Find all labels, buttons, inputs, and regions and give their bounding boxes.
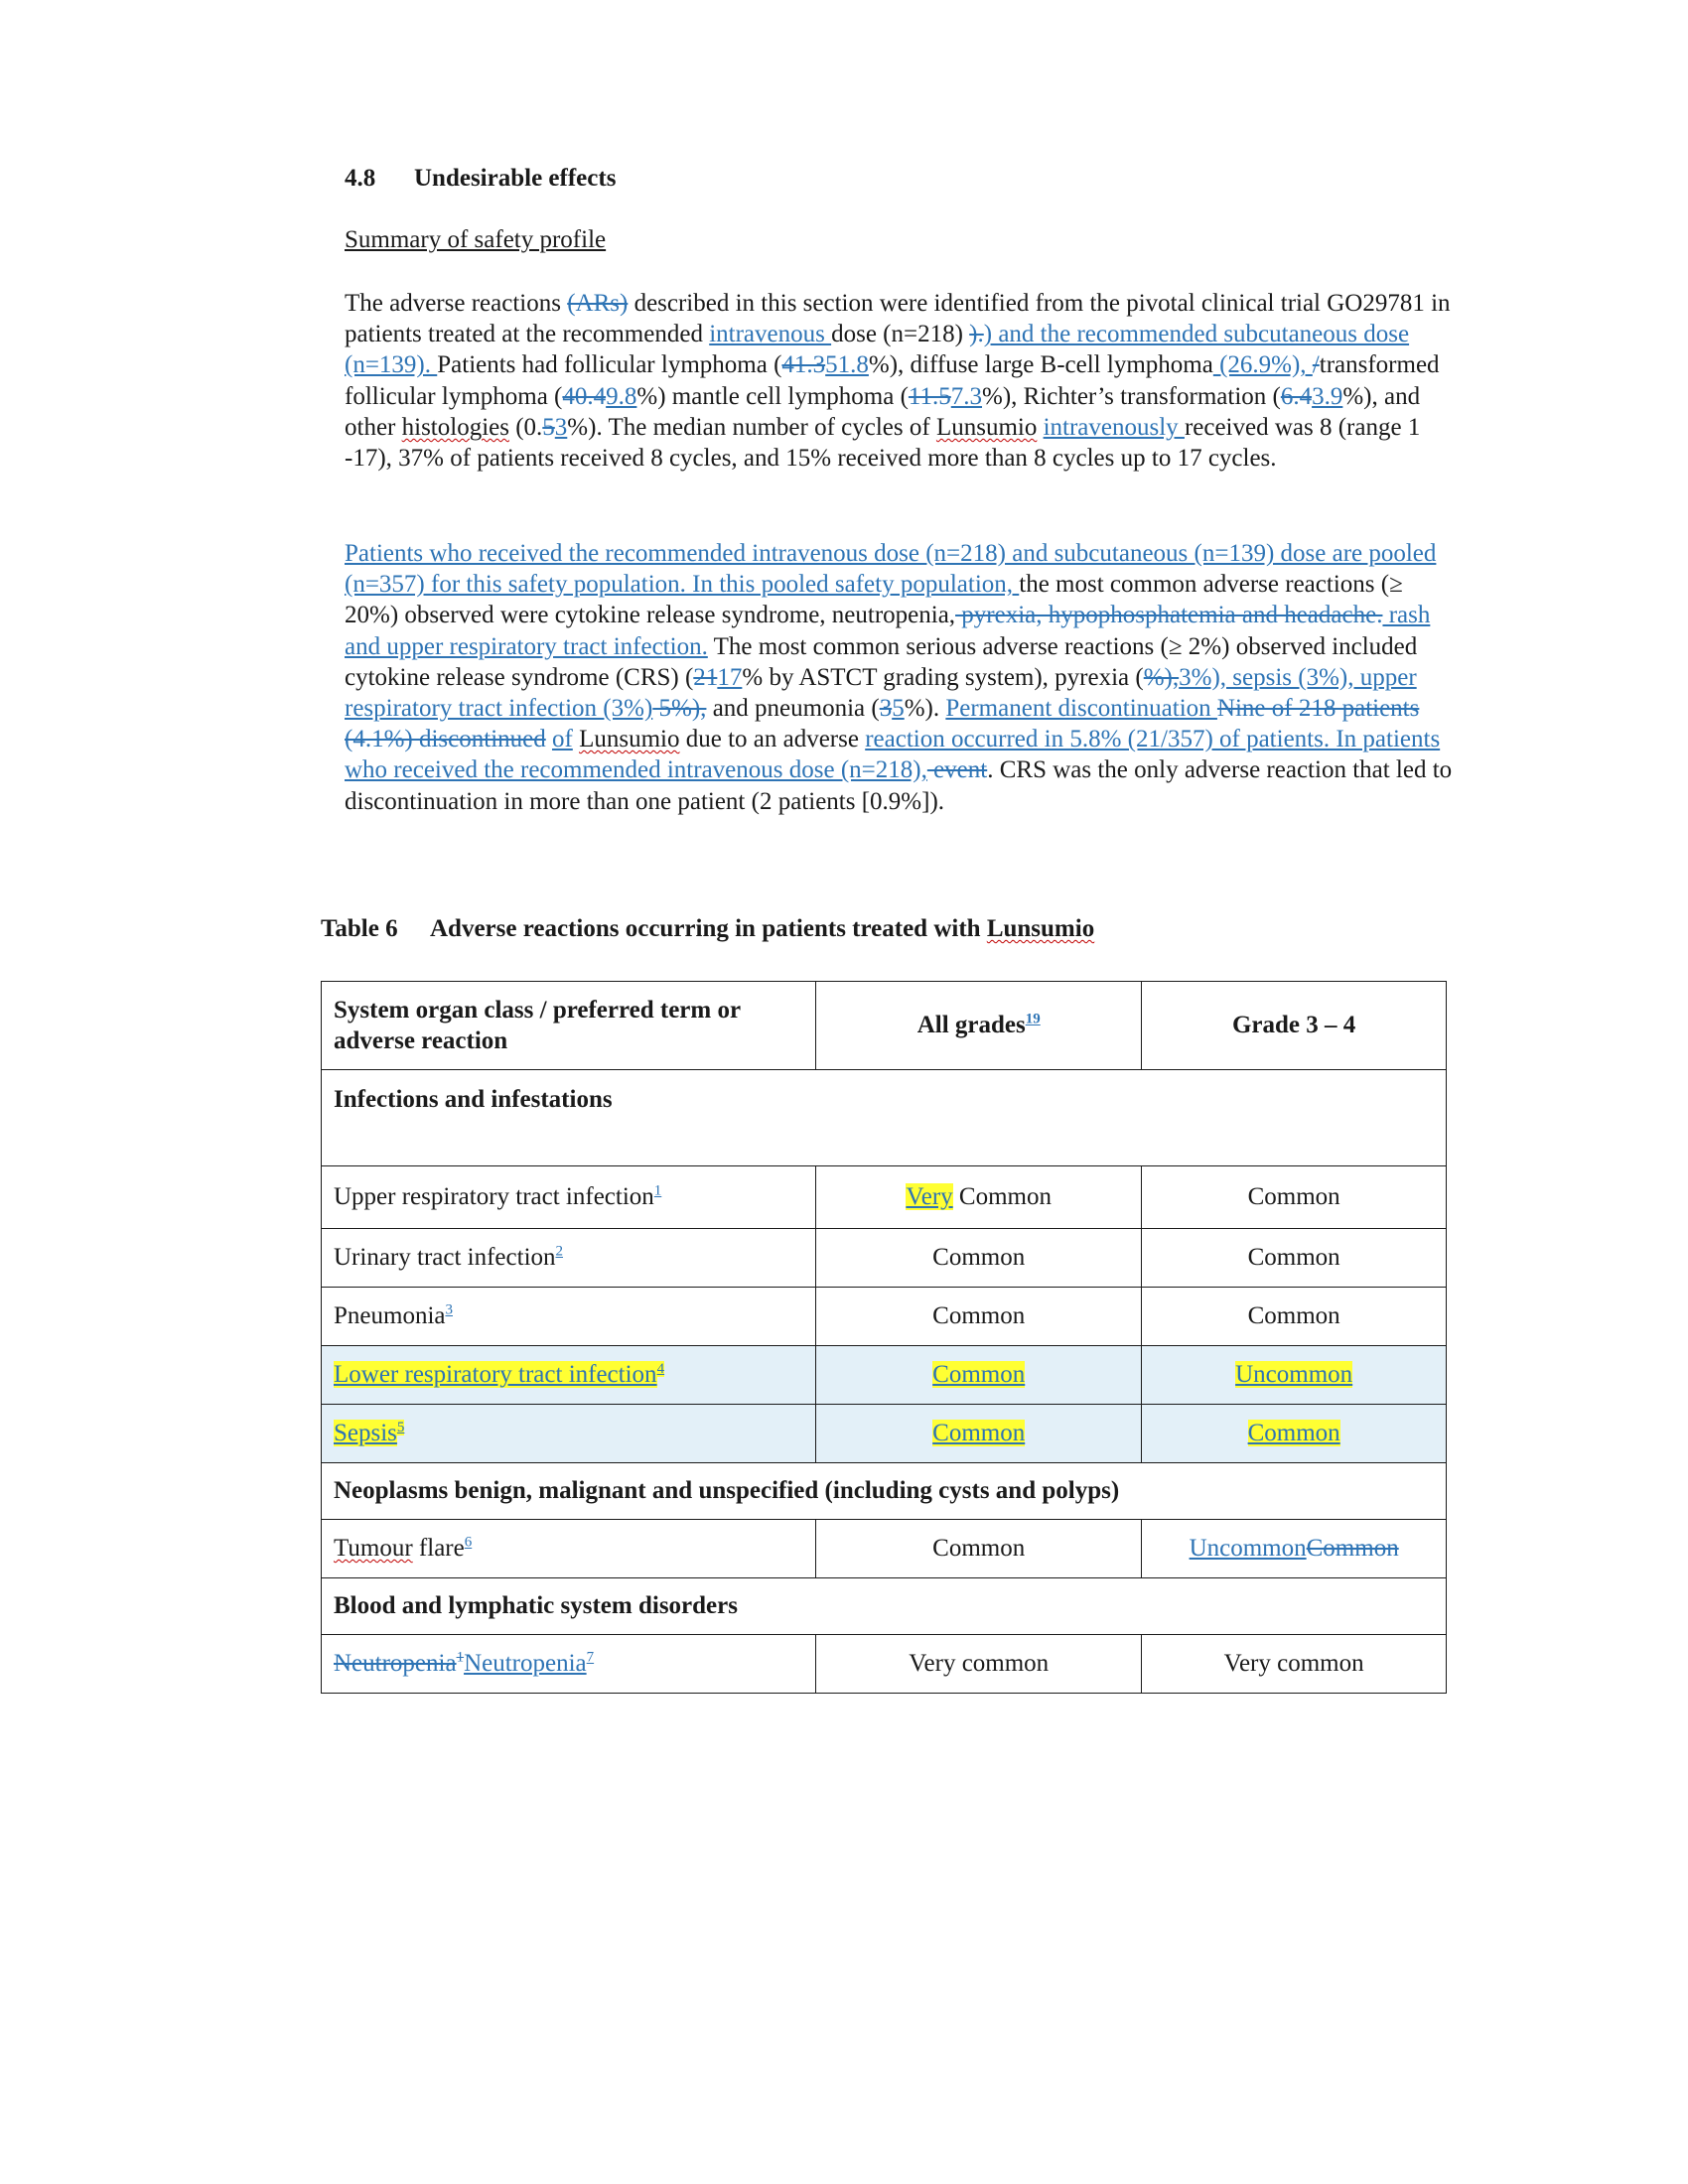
- inserted-text: rash and upper respiratory tract infection.: [345, 602, 1431, 660]
- spellcheck-word: Lunsumio: [579, 726, 680, 753]
- term-cell: [322, 1635, 816, 1694]
- deleted-text: 3: [879, 695, 893, 723]
- soc-row-infections: [322, 1070, 1447, 1166]
- soc-label: Blood and lymphatic system disorders: [322, 1578, 1447, 1635]
- grade34-cell: Common: [1142, 1166, 1447, 1229]
- term-cell: [322, 1520, 816, 1578]
- text-run: due to an adverse: [679, 726, 866, 753]
- inserted-text: Uncommon: [1235, 1361, 1353, 1388]
- table-header-row: [322, 982, 1447, 1070]
- text-run: %), and other: [345, 382, 1421, 441]
- table-row: [322, 1520, 1447, 1578]
- text-run: received was 8 (range 1 -17), 37% of patients received 8 cycles, and 15% received more than 8 cycles up to 17 cycles.: [345, 413, 1421, 473]
- frequency-text: Common: [952, 1183, 1052, 1210]
- deleted-text: 11.5: [908, 382, 951, 410]
- term-text: Tumour: [334, 1535, 413, 1562]
- table-caption-text: Adverse reactions occurring in patients treated with: [430, 915, 987, 942]
- grade34-cell: [1142, 1520, 1447, 1578]
- inserted-text: of: [551, 726, 573, 753]
- inserted-text: Common: [932, 1361, 1026, 1388]
- footnote-ref[interactable]: 5: [396, 1419, 405, 1435]
- term-cell: [322, 1288, 816, 1346]
- text-run: %).: [904, 695, 946, 723]
- deleted-text: 21: [693, 663, 718, 691]
- subheading: Summary of safety profile: [345, 226, 607, 253]
- term-text: Upper respiratory tract infection: [334, 1183, 654, 1210]
- inserted-text: 17: [717, 663, 743, 691]
- spellcheck-word: histologies: [401, 413, 509, 441]
- grade34-cell: [1142, 1405, 1447, 1463]
- inserted-text: Uncommon: [1189, 1535, 1307, 1562]
- text-run: %). The median number of cycles of: [567, 413, 936, 441]
- table-row: [322, 1288, 1447, 1346]
- header-all-grades-label: All grades: [916, 1012, 1026, 1038]
- footnote-ref[interactable]: 7: [586, 1649, 595, 1666]
- term-cell: [322, 1405, 816, 1463]
- grade34-cell: Common: [1142, 1288, 1447, 1346]
- all-grades-cell: Common: [816, 1229, 1142, 1288]
- inserted-text: 51.8: [825, 351, 869, 379]
- text-run: The most common serious adverse reactions (≥ 2%) observed included cytokine release syndrome (CRS) (: [345, 632, 1418, 691]
- inserted-text: intravenously: [1043, 413, 1185, 441]
- term-cell: [322, 1166, 816, 1229]
- table-row: [322, 1229, 1447, 1288]
- all-grades-cell: Common: [816, 1520, 1142, 1578]
- term-cell: [322, 1229, 816, 1288]
- inserted-text: Patients who received the recommended intravenous dose (n=218) and subcutaneous (n=139) dose are pooled (n=357) for this safety population. In this pooled safety population,: [345, 540, 1437, 599]
- grade34-cell: Common: [1142, 1229, 1447, 1288]
- all-grades-cell: [816, 1346, 1142, 1405]
- footnote-ref[interactable]: 1: [653, 1182, 662, 1199]
- inserted-text: reaction occurred in 5.8% (21/357) of patients. In patients who received the recommended intravenous dose (n=218),: [345, 726, 1441, 784]
- soc-row-neoplasms: [322, 1463, 1447, 1520]
- text-run: %) mantle cell lymphoma (: [636, 382, 909, 410]
- term-text: Lower respiratory tract infection: [334, 1361, 657, 1388]
- deleted-text: %),: [1143, 663, 1180, 691]
- text-run: The adverse reactions: [345, 290, 568, 317]
- term-text: Urinary tract infection: [334, 1244, 556, 1271]
- text-run: Patients had follicular lymphoma (: [437, 351, 782, 379]
- term-text-rest: flare: [412, 1535, 465, 1562]
- inserted-text: Common: [1247, 1420, 1340, 1446]
- text-run: . CRS was the only adverse reaction that led to discontinuation in more than one patient (2 patients [0.9%]).: [345, 756, 1453, 815]
- inserted-text: Permanent discontinuation: [945, 695, 1217, 723]
- deleted-text: 5%),: [652, 695, 707, 723]
- inserted-text: 3: [554, 413, 568, 441]
- table-row: [322, 1346, 1447, 1405]
- text-run: the most common adverse reactions (≥ 20%) observed were cytokine release syndrome, neutropenia,: [345, 571, 1403, 629]
- table-row: [322, 1166, 1447, 1229]
- deleted-text: 5: [542, 413, 555, 441]
- deleted-text: Nine of 218 patients (4.1%) discontinued: [345, 695, 1420, 753]
- inserted-text: 7.3: [950, 382, 982, 410]
- text-run: %), Richter’s transformation (: [982, 382, 1281, 410]
- footnote-ref[interactable]: 6: [464, 1534, 473, 1551]
- section-title: Undesirable effects: [414, 165, 617, 192]
- inserted-text: Neutropenia: [464, 1650, 587, 1677]
- header-all-grades: [816, 982, 1142, 1070]
- text-run: transformed follicular lymphoma (: [345, 351, 1440, 410]
- header-grade-3-4: Grade 3 – 4: [1142, 982, 1447, 1070]
- inserted-text: Very: [906, 1183, 953, 1210]
- text-run: described in this section were identified from the pivotal clinical trial GO29781 in patients treated at the recommended: [345, 290, 1451, 348]
- term-cell: [322, 1346, 816, 1405]
- deleted-text: /: [1312, 351, 1320, 379]
- footnote-ref[interactable]: 1: [456, 1649, 465, 1666]
- table-caption: [321, 915, 1094, 943]
- spellcheck-word: Lunsumio: [935, 413, 1038, 441]
- table-number: Table 6: [321, 915, 398, 942]
- table-row: [322, 1635, 1447, 1694]
- deleted-text: Common: [1306, 1535, 1399, 1562]
- all-grades-cell: Common: [816, 1288, 1142, 1346]
- section-heading: [345, 165, 616, 193]
- footnote-ref[interactable]: 2: [555, 1243, 564, 1260]
- deleted-text: 40.4: [562, 382, 607, 410]
- text-run: dose (n=218): [831, 321, 970, 348]
- inserted-text: 3%), sepsis (3%), upper respiratory tract infection (3%): [345, 663, 1417, 723]
- paragraph-pooled-population: [345, 538, 1462, 817]
- term-text: Sepsis: [334, 1420, 397, 1446]
- inserted-text: 9.8: [606, 382, 637, 410]
- text-run: %), diffuse large B-cell lymphoma: [868, 351, 1213, 379]
- soc-label: Infections and infestations: [322, 1070, 1447, 1166]
- all-grades-cell: [816, 1405, 1142, 1463]
- footnote-ref[interactable]: 19: [1025, 1011, 1041, 1027]
- adverse-reactions-table: [321, 981, 1447, 1694]
- term-text: Pneumonia: [334, 1302, 446, 1329]
- deleted-text: event: [926, 756, 988, 784]
- table-caption-drug: Lunsumio: [986, 915, 1095, 942]
- section-number: 4.8: [345, 165, 376, 192]
- footnote-ref[interactable]: 3: [445, 1301, 453, 1318]
- paragraph-safety-summary: [345, 288, 1462, 474]
- inserted-text: 5: [892, 695, 905, 723]
- soc-label: Neoplasms benign, malignant and unspecified (including cysts and polyps): [322, 1463, 1447, 1520]
- table-row: [322, 1405, 1447, 1463]
- inserted-text: 3.9: [1312, 382, 1343, 410]
- inserted-text: (26.9%),: [1212, 351, 1313, 379]
- inserted-text: Common: [932, 1420, 1026, 1446]
- header-soc: System organ class / preferred term or adverse reaction: [322, 982, 816, 1070]
- grade34-cell: Very common: [1142, 1635, 1447, 1694]
- text-run: and pneumonia (: [706, 695, 880, 723]
- inserted-text: ) and the recommended subcutaneous dose (n=139).: [345, 321, 1410, 379]
- all-grades-cell: [816, 1166, 1142, 1229]
- inserted-text: intravenous: [709, 321, 832, 348]
- deleted-text: 41.3: [781, 351, 826, 379]
- soc-row-blood: [322, 1578, 1447, 1635]
- deleted-text: Neutropenia: [334, 1650, 457, 1677]
- footnote-ref[interactable]: 4: [656, 1360, 665, 1377]
- deleted-text: ).: [969, 321, 984, 348]
- deleted-text: pyrexia, hypophosphatemia and headache.: [955, 602, 1383, 629]
- text-run: (0.: [508, 413, 543, 441]
- all-grades-cell: Very common: [816, 1635, 1142, 1694]
- grade34-cell: [1142, 1346, 1447, 1405]
- deleted-text: 6.4: [1280, 382, 1313, 410]
- text-run: % by ASTCT grading system), pyrexia (: [742, 663, 1144, 691]
- deleted-text: (ARs): [567, 290, 629, 317]
